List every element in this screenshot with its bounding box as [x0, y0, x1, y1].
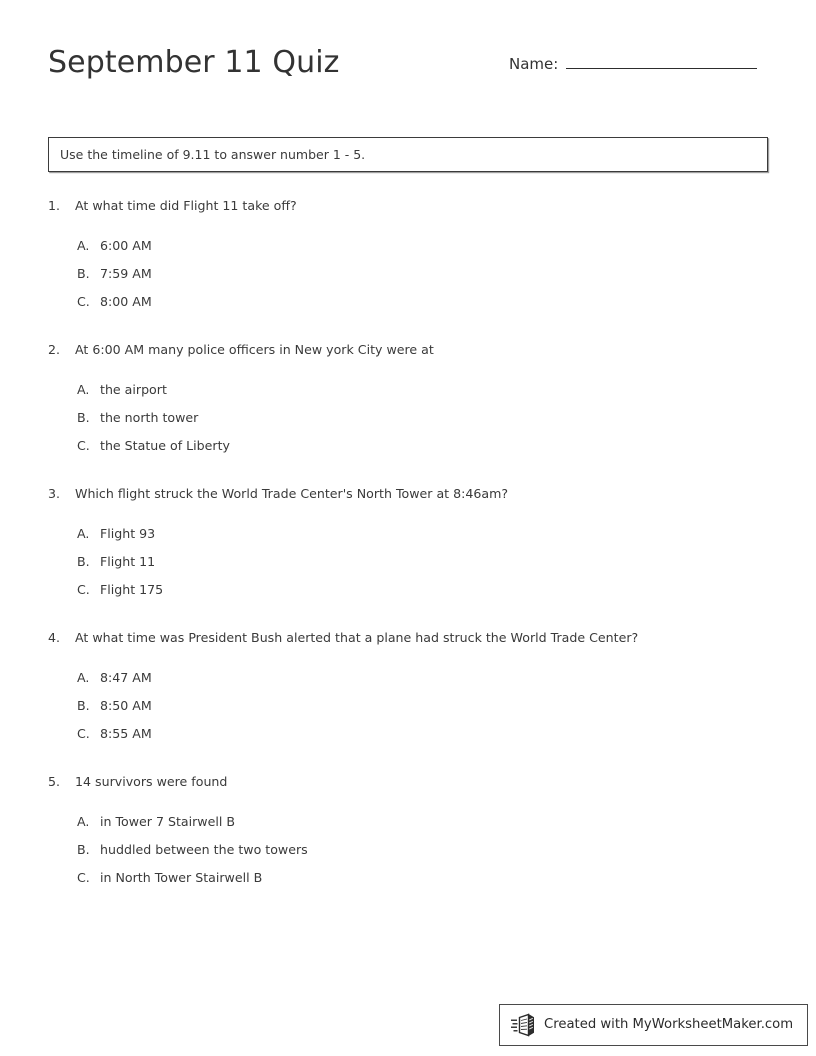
- option-text: in Tower 7 Stairwell B: [100, 814, 236, 829]
- page-title: September 11 Quiz: [48, 45, 340, 80]
- answer-option[interactable]: [48, 236, 778, 264]
- option-text: 8:50 AM: [100, 698, 152, 713]
- answer-option[interactable]: [48, 380, 778, 408]
- question-text: At what time did Flight 11 take off?: [75, 198, 297, 213]
- option-letter: A.: [77, 670, 90, 685]
- answer-options: [48, 236, 778, 320]
- option-letter: B.: [77, 698, 90, 713]
- answer-option[interactable]: [48, 868, 778, 896]
- answer-option[interactable]: [48, 524, 778, 552]
- option-text: Flight 93: [100, 526, 156, 541]
- option-letter: A.: [77, 238, 90, 253]
- option-letter: A.: [77, 382, 90, 397]
- option-text: 6:00 AM: [100, 238, 152, 253]
- answer-option[interactable]: [48, 264, 778, 292]
- question-number: 3.: [48, 486, 61, 501]
- option-text: huddled between the two towers: [100, 842, 308, 857]
- instruction-box: [48, 137, 768, 172]
- option-text: 8:00 AM: [100, 294, 152, 309]
- option-letter: C.: [77, 726, 90, 741]
- answer-option[interactable]: [48, 552, 778, 580]
- question-number: 4.: [48, 630, 61, 645]
- question-block: [48, 340, 778, 464]
- option-letter: C.: [77, 870, 90, 885]
- option-letter: B.: [77, 266, 90, 281]
- question-block: [48, 196, 778, 320]
- answer-options: [48, 812, 778, 896]
- answer-option[interactable]: [48, 668, 778, 696]
- option-text: Flight 175: [100, 582, 164, 597]
- option-letter: C.: [77, 582, 90, 597]
- name-field-group: [509, 54, 757, 74]
- answer-options: [48, 668, 778, 752]
- option-letter: A.: [77, 526, 90, 541]
- question-row: [48, 484, 778, 504]
- option-text: the Statue of Liberty: [100, 438, 230, 453]
- option-text: 8:55 AM: [100, 726, 152, 741]
- question-row: [48, 196, 778, 216]
- option-letter: B.: [77, 842, 90, 857]
- answer-option[interactable]: [48, 408, 778, 436]
- option-text: the north tower: [100, 410, 199, 425]
- question-block: [48, 772, 778, 896]
- worksheet-maker-logo-icon: [511, 1013, 537, 1037]
- question-text: 14 survivors were found: [75, 774, 228, 789]
- option-text: in North Tower Stairwell B: [100, 870, 263, 885]
- option-letter: C.: [77, 294, 90, 309]
- question-text: At what time was President Bush alerted that a plane had struck the World Trade Center?: [75, 630, 639, 645]
- answer-option[interactable]: [48, 840, 778, 868]
- option-letter: B.: [77, 554, 90, 569]
- badge-text: Created with MyWorksheetMaker.com: [544, 1017, 794, 1032]
- question-number: 5.: [48, 774, 61, 789]
- option-text: 7:59 AM: [100, 266, 152, 281]
- answer-option[interactable]: [48, 580, 778, 608]
- question-text: At 6:00 AM many police officers in New york City were at: [75, 342, 434, 357]
- answer-option[interactable]: [48, 292, 778, 320]
- answer-option[interactable]: [48, 696, 778, 724]
- answer-option[interactable]: [48, 724, 778, 752]
- option-text: 8:47 AM: [100, 670, 152, 685]
- option-text: Flight 11: [100, 554, 156, 569]
- answer-options: [48, 524, 778, 608]
- question-number: 2.: [48, 342, 61, 357]
- name-label: Name:: [509, 55, 559, 73]
- instruction-text: Use the timeline of 9.11 to answer number 1 - 5.: [60, 146, 366, 162]
- answer-options: [48, 380, 778, 464]
- worksheet-header: [48, 44, 770, 100]
- answer-option[interactable]: [48, 812, 778, 840]
- name-input-line[interactable]: [566, 54, 757, 69]
- option-text: the airport: [100, 382, 167, 397]
- question-number: 1.: [48, 198, 61, 213]
- questions-list: [48, 196, 778, 916]
- question-row: [48, 772, 778, 792]
- question-text: Which flight struck the World Trade Center's North Tower at 8:46am?: [75, 486, 509, 501]
- option-letter: C.: [77, 438, 90, 453]
- question-block: [48, 628, 778, 752]
- option-letter: A.: [77, 814, 90, 829]
- question-block: [48, 484, 778, 608]
- question-row: [48, 628, 778, 648]
- answer-option[interactable]: [48, 436, 778, 464]
- question-row: [48, 340, 778, 360]
- option-letter: B.: [77, 410, 90, 425]
- created-with-badge[interactable]: [499, 1004, 808, 1046]
